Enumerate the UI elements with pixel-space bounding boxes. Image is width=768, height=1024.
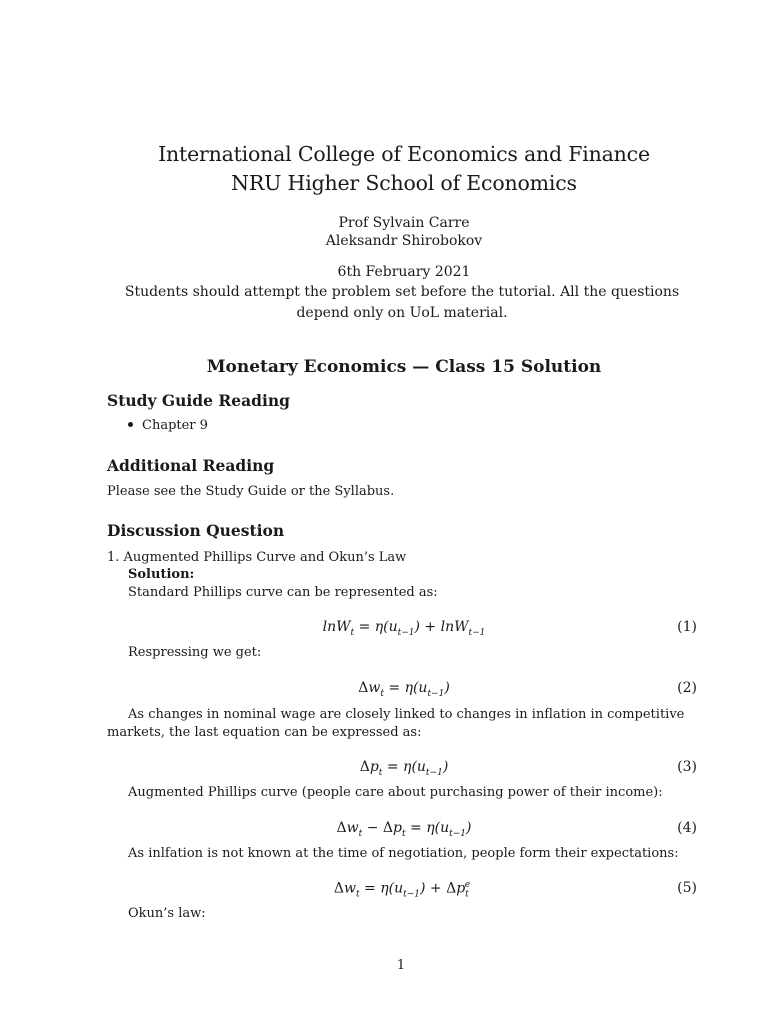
list-item bbox=[128, 418, 208, 433]
equation-5-number: (5) bbox=[677, 880, 697, 896]
text-okun: Okun’s law: bbox=[128, 906, 206, 921]
page-number: 1 bbox=[396, 958, 406, 973]
document-date: 6th February 2021 bbox=[337, 264, 471, 280]
text-inflation: As inlfation is not known at the time of negotiation, people form their expectations: bbox=[128, 846, 679, 861]
text-changes: As changes in nominal wage are closely linked to changes in inflation in competitive markets, the last equation can be expressed as: bbox=[107, 707, 685, 740]
equation-3-number: (3) bbox=[677, 759, 697, 775]
institution-line-1: International College of Economics and Finance bbox=[158, 142, 650, 166]
equation-4-number: (4) bbox=[677, 820, 697, 836]
solution-label: Solution: bbox=[128, 567, 195, 582]
equation-4: $\Delta w_t - \Delta p_t = \eta(u_{t-1})$ bbox=[336, 820, 472, 839]
equation-3: $\Delta p_t = \eta(u_{t-1})$ bbox=[359, 759, 449, 778]
list-item-label: Chapter 9 bbox=[142, 418, 208, 433]
text-standard: Standard Phillips curve can be represented as: bbox=[128, 585, 438, 600]
instruction-note: Students should attempt the problem set before the tutorial. All the questions depend only on UoL material. bbox=[124, 284, 680, 321]
equation-2: $\Delta w_t = \eta(u_{t-1})$ bbox=[358, 680, 450, 699]
page-title: Monetary Economics — Class 15 Solution bbox=[206, 357, 602, 377]
text-augmented: Augmented Phillips curve (people care about purchasing power of their income): bbox=[128, 785, 663, 800]
equation-1-number: (1) bbox=[677, 619, 697, 635]
additional-reading-heading: Additional Reading bbox=[107, 456, 275, 475]
discussion-heading: Discussion Question bbox=[107, 521, 285, 540]
author-2: Aleksandr Shirobokov bbox=[325, 233, 483, 249]
bullet-icon bbox=[128, 422, 133, 427]
institution-line-2: NRU Higher School of Economics bbox=[231, 171, 577, 195]
equation-1: $\ln W_t = \eta(u_{t-1}) + \ln W_{t-1}$ bbox=[322, 619, 486, 638]
study-guide-heading: Study Guide Reading bbox=[107, 391, 290, 410]
question-1-label: 1. Augmented Phillips Curve and Okun’s Law bbox=[107, 550, 407, 565]
equation-2-number: (2) bbox=[677, 680, 697, 696]
additional-reading-text: Please see the Study Guide or the Syllabus. bbox=[107, 484, 395, 499]
author-1: Prof Sylvain Carre bbox=[338, 215, 470, 231]
equation-5: $\Delta w_t = \eta(u_{t-1}) + \Delta p_t^e$ bbox=[333, 880, 471, 900]
text-respressing: Respressing we get: bbox=[128, 645, 262, 660]
